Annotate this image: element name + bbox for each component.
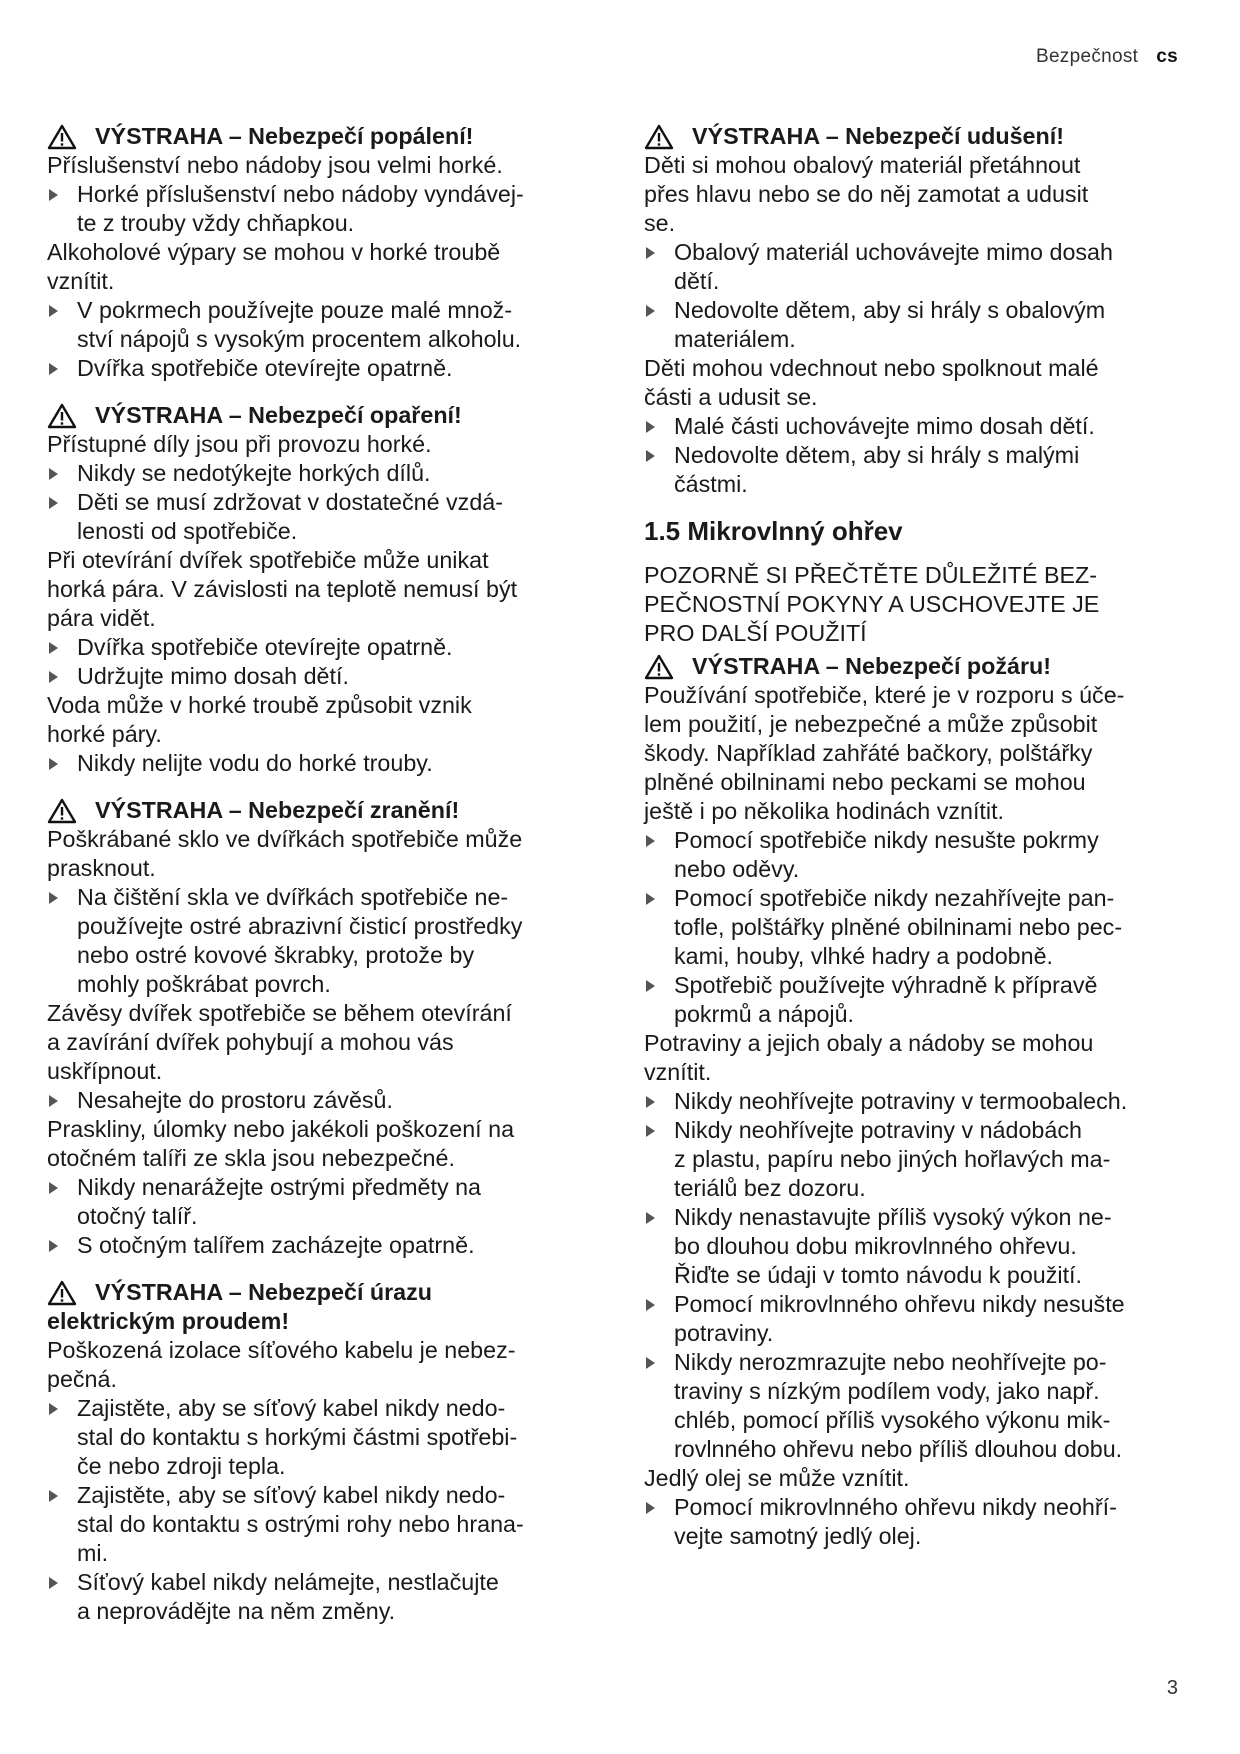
bullet-arrow-icon: [646, 1502, 655, 1514]
instruction-item: Udržujte mimo dosah dětí.: [47, 662, 582, 691]
instruction-item: Pomocí spotřebiče nikdy nezahřívejte pan- tofle, polštářky plněné obilninami nebo pec- kami, houby, vlhké hadry a podobně.: [644, 884, 1189, 971]
warning-text: Poškrábané sklo ve dvířkách spotřebiče může prasknout.: [47, 826, 523, 881]
section-title: 1.5 Mikrovlnný ohřev: [644, 516, 903, 546]
header-section: Bezpečnost: [1035, 46, 1139, 67]
instruction-item: Nesahejte do prostoru závěsů.: [47, 1086, 582, 1115]
warning-text: Při otevírání dvířek spotřebiče může unikat horká pára. V závislosti na teplotě nemusí být pára vidět.: [47, 547, 518, 631]
instruction-item: Pomocí spotřebiče nikdy nesušte pokrmy nebo oděvy.: [644, 826, 1189, 884]
bullet-arrow-icon: [49, 758, 58, 770]
instruction-item: Děti se musí zdržovat v dostatečné vzdá- lenosti od spotřebiče.: [47, 488, 582, 546]
bullet-arrow-icon: [646, 1299, 655, 1311]
warning-triangle-icon: [47, 1280, 77, 1306]
warning-electric-shock: [47, 1278, 582, 1626]
bullet-arrow-icon: [49, 1577, 58, 1589]
bullet-arrow-icon: [646, 980, 655, 992]
instruction-item: Nikdy nenastavujte příliš vysoký výkon ne- bo dlouhou dobu mikrovlnného ohřevu. Řiďte se údaji v tomto návodu k použití.: [644, 1203, 1189, 1290]
header-language: cs: [1156, 46, 1178, 67]
instruction-item: V pokrmech používejte pouze malé množ- ství nápojů s vysokým procentem alkoholu.: [47, 296, 582, 354]
instruction-item: Pomocí mikrovlnného ohřevu nikdy neohří- vejte samotný jedlý olej.: [644, 1493, 1189, 1551]
warning-text: Voda může v horké troubě způsobit vznik horké páry.: [47, 692, 472, 747]
warning-text: Alkoholové výpary se mohou v horké troubě vznítit.: [47, 239, 501, 294]
bullet-arrow-icon: [646, 1096, 655, 1108]
warning-text: Praskliny, úlomky nebo jakékoli poškození na otočném talíři ze skla jsou nebezpečné.: [47, 1116, 515, 1171]
instruction-item: S otočným talířem zacházejte opatrně.: [47, 1231, 582, 1260]
instruction-item: Nikdy nerozmrazujte nebo neohřívejte po- traviny s nízkým podílem vody, jako např. chléb, pomocí příliš vysokého výkonu mik- rovlnného ohřevu nebo příliš dlouhou dobu.: [644, 1348, 1189, 1464]
section-intro: POZORNĚ SI PŘEČTĚTE DŮLEŽITÉ BEZ- PEČNOSTNÍ POKYNY A USCHOVEJTE JE PRO DALŠÍ POUŽITÍ: [644, 562, 1100, 646]
warning-fire: [644, 652, 1189, 1551]
instruction-item: Obalový materiál uchovávejte mimo dosah dětí.: [644, 238, 1189, 296]
warning-heading-continued: elektrickým proudem!: [47, 1308, 290, 1334]
page-header: [1036, 46, 1178, 68]
warning-heading: VÝSTRAHA – Nebezpečí opaření!: [47, 401, 582, 430]
instruction-item: Nikdy neohřívejte potraviny v termoobalech.: [644, 1087, 1189, 1116]
right-column: [644, 122, 1189, 1551]
warning-heading: VÝSTRAHA – Nebezpečí udušení!: [644, 122, 1189, 151]
instruction-item: Nikdy nenarážejte ostrými předměty na otočný talíř.: [47, 1173, 582, 1231]
instruction-item: Pomocí mikrovlnného ohřevu nikdy nesušte potraviny.: [644, 1290, 1189, 1348]
bullet-arrow-icon: [49, 642, 58, 654]
bullet-arrow-icon: [646, 1212, 655, 1224]
bullet-arrow-icon: [49, 363, 58, 375]
bullet-arrow-icon: [49, 1240, 58, 1252]
instruction-item: Nedovolte dětem, aby si hrály s obalovým materiálem.: [644, 296, 1189, 354]
bullet-arrow-icon: [49, 497, 58, 509]
bullet-arrow-icon: [49, 892, 58, 904]
bullet-arrow-icon: [646, 421, 655, 433]
bullet-arrow-icon: [49, 1403, 58, 1415]
warning-text: Příslušenství nebo nádoby jsou velmi horké.: [47, 152, 503, 178]
warning-injury: [47, 796, 582, 1260]
bullet-arrow-icon: [49, 305, 58, 317]
page-number: 3: [1166, 1677, 1178, 1699]
warning-suffocation: [644, 122, 1189, 499]
instruction-item: Nikdy neohřívejte potraviny v nádobách z plastu, papíru nebo jiných hořlavých ma- teriálů bez dozoru.: [644, 1116, 1189, 1203]
warning-triangle-icon: [47, 403, 77, 429]
warning-heading: VÝSTRAHA – Nebezpečí úrazu: [47, 1278, 582, 1307]
bullet-arrow-icon: [49, 468, 58, 480]
instruction-item: Dvířka spotřebiče otevírejte opatrně.: [47, 354, 582, 383]
bullet-arrow-icon: [646, 247, 655, 259]
bullet-arrow-icon: [49, 1182, 58, 1194]
warning-triangle-icon: [47, 124, 77, 150]
warning-text: Poškozená izolace síťového kabelu je nebez- pečná.: [47, 1337, 516, 1392]
instruction-item: Zajistěte, aby se síťový kabel nikdy nedo- stal do kontaktu s ostrými rohy nebo hrana- mi.: [47, 1481, 582, 1568]
bullet-arrow-icon: [49, 1490, 58, 1502]
warning-scalding: [47, 401, 582, 778]
instruction-item: Nedovolte dětem, aby si hrály s malými částmi.: [644, 441, 1189, 499]
warning-text: Závěsy dvířek spotřebiče se během otevírání a zavírání dvířek pohybují a mohou vás uskřípnout.: [47, 1000, 512, 1084]
instruction-item: Na čištění skla ve dvířkách spotřebiče ne- používejte ostré abrazivní čisticí prostředky nebo ostré kovové škrabky, protože by mohly poškrábat povrch.: [47, 883, 582, 999]
instruction-item: Horké příslušenství nebo nádoby vyndávej- te z trouby vždy chňapkou.: [47, 180, 582, 238]
warning-triangle-icon: [644, 654, 674, 680]
bullet-arrow-icon: [49, 189, 58, 201]
instruction-item: Nikdy nelijte vodu do horké trouby.: [47, 749, 582, 778]
left-column: [47, 122, 582, 1626]
warning-text: Přístupné díly jsou při provozu horké.: [47, 431, 432, 457]
bullet-arrow-icon: [646, 893, 655, 905]
bullet-arrow-icon: [646, 450, 655, 462]
warning-text: Používání spotřebiče, které je v rozporu s úče- lem použití, je nebezpečné a může způsobit škody. Například zahřáté bačkory, polštářky plněné obilninami nebo peckami se mohou ještě i po několika hodinách vznítit.: [644, 682, 1125, 824]
warning-text: Jedlý olej se může vznítit.: [644, 1465, 910, 1491]
bullet-arrow-icon: [646, 835, 655, 847]
warning-triangle-icon: [644, 124, 674, 150]
bullet-arrow-icon: [646, 1125, 655, 1137]
warning-heading: VÝSTRAHA – Nebezpečí popálení!: [47, 122, 582, 151]
instruction-item: Spotřebič používejte výhradně k přípravě pokrmů a nápojů.: [644, 971, 1189, 1029]
instruction-item: Malé části uchovávejte mimo dosah dětí.: [644, 412, 1189, 441]
warning-triangle-icon: [47, 798, 77, 824]
bullet-arrow-icon: [646, 305, 655, 317]
bullet-arrow-icon: [49, 671, 58, 683]
instruction-item: Síťový kabel nikdy nelámejte, nestlačujte a neprovádějte na něm změny.: [47, 1568, 582, 1626]
warning-burns: [47, 122, 582, 383]
bullet-arrow-icon: [646, 1357, 655, 1369]
warning-text: Potraviny a jejich obaly a nádoby se mohou vznítit.: [644, 1030, 1094, 1085]
warning-text: Děti si mohou obalový materiál přetáhnout přes hlavu nebo se do něj zamotat a udusit se.: [644, 152, 1089, 236]
bullet-arrow-icon: [49, 1095, 58, 1107]
instruction-item: Zajistěte, aby se síťový kabel nikdy nedo- stal do kontaktu s horkými částmi spotřebi- če nebo zdroji tepla.: [47, 1394, 582, 1481]
instruction-item: Dvířka spotřebiče otevírejte opatrně.: [47, 633, 582, 662]
instruction-item: Nikdy se nedotýkejte horkých dílů.: [47, 459, 582, 488]
warning-heading: VÝSTRAHA – Nebezpečí požáru!: [644, 652, 1189, 681]
warning-heading: VÝSTRAHA – Nebezpečí zranění!: [47, 796, 582, 825]
warning-text: Děti mohou vdechnout nebo spolknout malé části a udusit se.: [644, 355, 1099, 410]
